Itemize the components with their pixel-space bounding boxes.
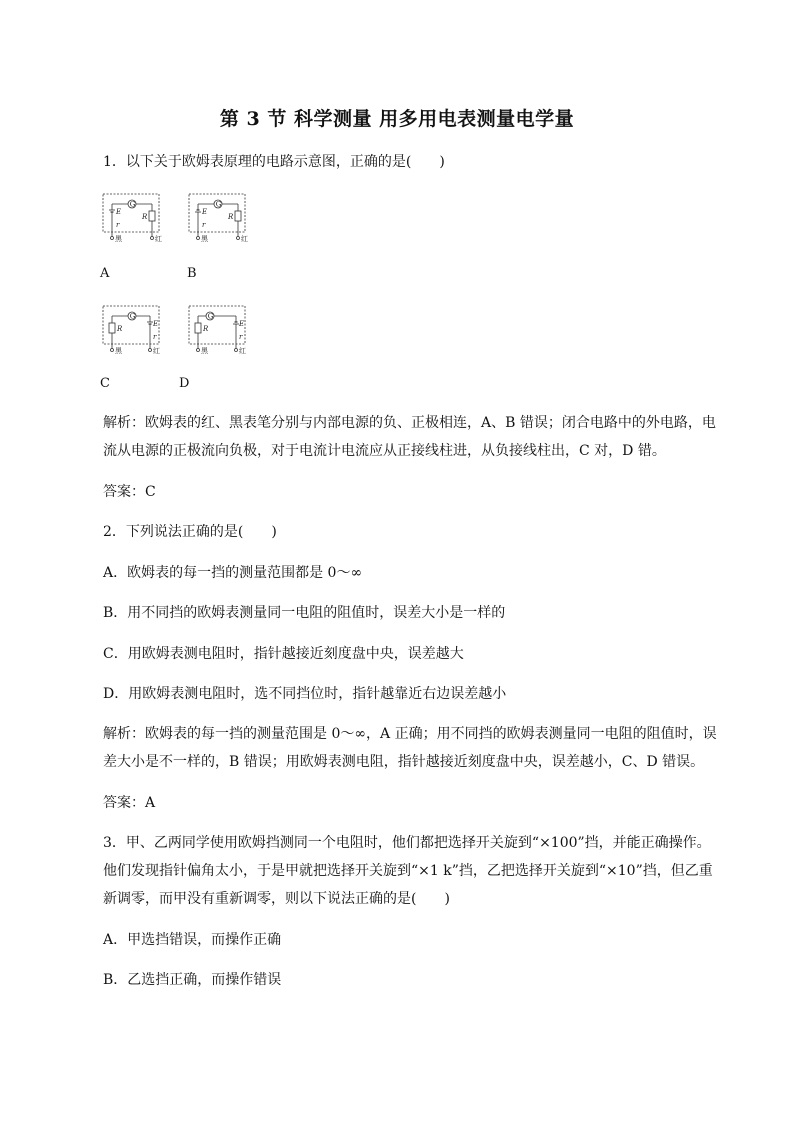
option-c-label: C xyxy=(100,376,110,391)
q2-answer: 答案：A xyxy=(103,795,156,811)
q2-analysis: 解析：欧姆表的每一挡的测量范围是 0～∞，A 正确；用不同挡的欧姆表测量同一电阻的阻值时，误差大小是不一样的，B 错误；用欧姆表测电阻，指针越接近刻度盘中央，误差越小，C、D 错误。 xyxy=(103,726,717,770)
svg-text:R: R xyxy=(142,213,148,221)
q3-stem: 3．甲、乙两同学使用欧姆挡测同一个电阻时，他们都把选择开关旋到“×100”挡，并能正确操作。他们发现指针偏角太小，于是甲就把选择开关旋到“×1 k”挡，乙把选择开关旋到“×10”挡，但乙重新调零，而甲没有重新调零，则以下说法正确的是( ) xyxy=(103,835,713,907)
svg-text:r: r xyxy=(239,333,243,341)
svg-text:黑: 黑 xyxy=(115,347,122,355)
circuit-diagram-a xyxy=(102,193,164,245)
svg-text:G: G xyxy=(129,200,136,209)
option-b-label: B xyxy=(187,266,197,281)
q2-option-d: D．用欧姆表测电阻时，选不同挡位时，指针越靠近右边误差越小 xyxy=(103,686,507,702)
option-d-label: D xyxy=(179,376,190,391)
svg-text:E: E xyxy=(153,320,159,328)
circuit-diagram-d xyxy=(188,305,250,357)
q3-option-b: B．乙选挡正确，而操作错误 xyxy=(103,972,282,988)
svg-text:r: r xyxy=(116,221,120,229)
svg-text:R: R xyxy=(203,325,209,333)
option-a-label: A xyxy=(100,266,110,281)
svg-text:E: E xyxy=(116,208,122,216)
svg-text:R: R xyxy=(117,325,123,333)
svg-text:E: E xyxy=(239,320,245,328)
q1-answer: 答案：C xyxy=(103,484,156,500)
q2-stem: 2．下列说法正确的是( ) xyxy=(103,524,277,540)
circuit-diagram-c xyxy=(102,305,164,357)
svg-text:G: G xyxy=(215,200,222,209)
svg-text:G: G xyxy=(207,312,214,321)
q2-option-c: C．用欧姆表测电阻时，指针越接近刻度盘中央，误差越大 xyxy=(103,646,464,662)
svg-text:红: 红 xyxy=(241,235,248,243)
svg-text:r: r xyxy=(153,333,157,341)
terminal-red-label: 红 xyxy=(155,235,162,243)
svg-text:黑: 黑 xyxy=(201,235,208,243)
svg-text:r: r xyxy=(202,221,206,229)
q2-option-b: B．用不同挡的欧姆表测量同一电阻的阻值时，误差大小是一样的 xyxy=(103,605,506,621)
q2-option-a: A．欧姆表的每一挡的测量范围都是 0～∞ xyxy=(103,565,363,581)
svg-text:黑: 黑 xyxy=(201,347,208,355)
svg-text:红: 红 xyxy=(239,347,246,355)
svg-text:G: G xyxy=(129,312,136,321)
svg-text:R: R xyxy=(228,213,234,221)
q1-analysis: 解析：欧姆表的红、黑表笔分别与内部电源的负、正极相连，A、B 错误；闭合电路中的外电路，电流从电源的正极流向负极，对于电流计电流应从正接线柱进，从负接线柱出，C 对，D 错。 xyxy=(103,415,716,459)
page-title: 第 3 节 科学测量 用多用电表测量电学量 xyxy=(219,108,575,130)
circuit-diagram-b xyxy=(188,193,250,245)
q3-option-a: A．甲选挡错误，而操作正确 xyxy=(103,932,282,948)
svg-text:红: 红 xyxy=(153,347,160,355)
terminal-black-label: 黑 xyxy=(115,235,122,243)
q1-stem: 1．以下关于欧姆表原理的电路示意图，正确的是( ) xyxy=(103,154,445,170)
svg-text:E: E xyxy=(202,208,208,216)
